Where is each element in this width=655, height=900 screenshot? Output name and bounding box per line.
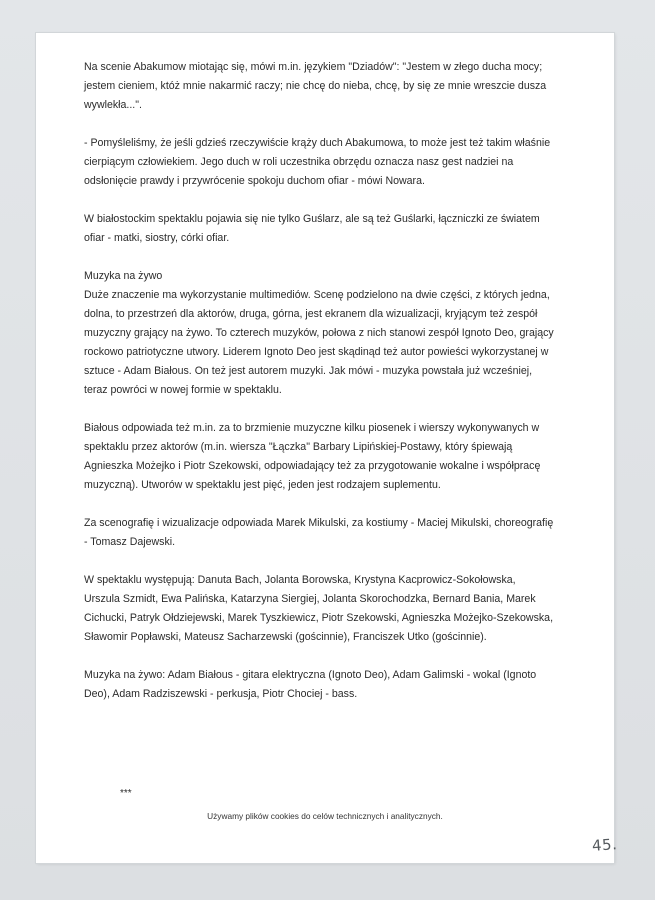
handwritten-page-number: 45. — [591, 835, 618, 855]
paragraph-bialous: Białous odpowiada też m.in. za to brzmienie muzyczne kilku piosenek i wierszy wykonywanych w spektaklu przez aktorów (m.in. wiersza "Łączka" Barbary Lipińskiej-Postawy, który śpiewają Agnieszka Możejko i Piotr Szekowski, odpowiadający też za przygotowanie wokalne i współpracę muzyczną). Utworów w spektaklu jest pięć, jeden jest rodzajem suplementu. — [84, 422, 541, 491]
paragraph-guslarki: W białostockim spektaklu pojawia się nie tylko Guślarz, ale są też Guślarki, łączniczki ze światem ofiar - matki, siostry, córki ofiar. — [84, 213, 540, 244]
paragraph-abakumow-quote: Na scenie Abakumow miotając się, mówi m.in. językiem "Dziadów": "Jestem w złego ducha mocy; jestem cieniem, któż mnie nakarmić raczy; nie chcę do nieba, chcę, by się ze mnie wreszcie dusza wywlekła...". — [84, 61, 547, 111]
paragraph-scenography: Za scenografię i wizualizacje odpowiada Marek Mikulski, za kostiumy - Maciej Mikulski, choreografię - Tomasz Dajewski. — [84, 517, 554, 548]
article-body — [84, 58, 554, 723]
separator-stars: *** — [120, 788, 132, 799]
cookie-notice: Używamy plików cookies do celów technicznych i analitycznych. — [207, 811, 443, 821]
paragraph-nowara-quote: - Pomyśleliśmy, że jeśli gdzieś rzeczywiście krąży duch Abakumowa, to może jest też takim właśnie cierpiącym człowiekiem. Jego duch w roli uczestnika obrzędu oznacza nasz gest nadziei na odsłonięcie prawdy i przywrócenie spokoju duchom ofiar - mówi Nowara. — [84, 137, 551, 187]
paragraph-multimedia: Duże znaczenie ma wykorzystanie multimediów. Scenę podzielono na dwie części, z których jedna, dolna, to przestrzeń dla aktorów, druga, górna, jest ekranem dla wizualizacji, kryjącym też zespół muzyczny grający na żywo. To czterech muzyków, połowa z nich stanowi zespół Ignoto Deo, grający rockowo patriotyczne utwory. Liderem Ignoto Deo jest skądinąd też autor powieści wykorzystanej w sztuce - Adam Białous. On też jest autorem muzyki. Jak mówi - muzyka powstała już wcześniej, teraz powróci w nowej formie w spektaklu. — [84, 289, 554, 396]
paragraph-cast: W spektaklu występują: Danuta Bach, Jolanta Borowska, Krystyna Kacprowicz-Sokołowska, Urszula Szmidt, Ewa Palińska, Katarzyna Siergiej, Jolanta Skorochodzka, Bernard Bania, Marek Cichucki, Patryk Ołdziejewski, Marek Tyszkiewicz, Piotr Szekowski, Agnieszka Możejko-Szekowska, Sławomir Popławski, Mateusz Sacharzewski (gościnnie), Franciszek Utko (gościnnie). — [84, 574, 554, 643]
section-heading-music: Muzyka na żywo — [84, 270, 163, 282]
paragraph-live-music: Muzyka na żywo: Adam Białous - gitara elektryczna (Ignoto Deo), Adam Galimski - wokal (Ignoto Deo), Adam Radziszewski - perkusja, Piotr Chociej - bass. — [84, 669, 537, 700]
